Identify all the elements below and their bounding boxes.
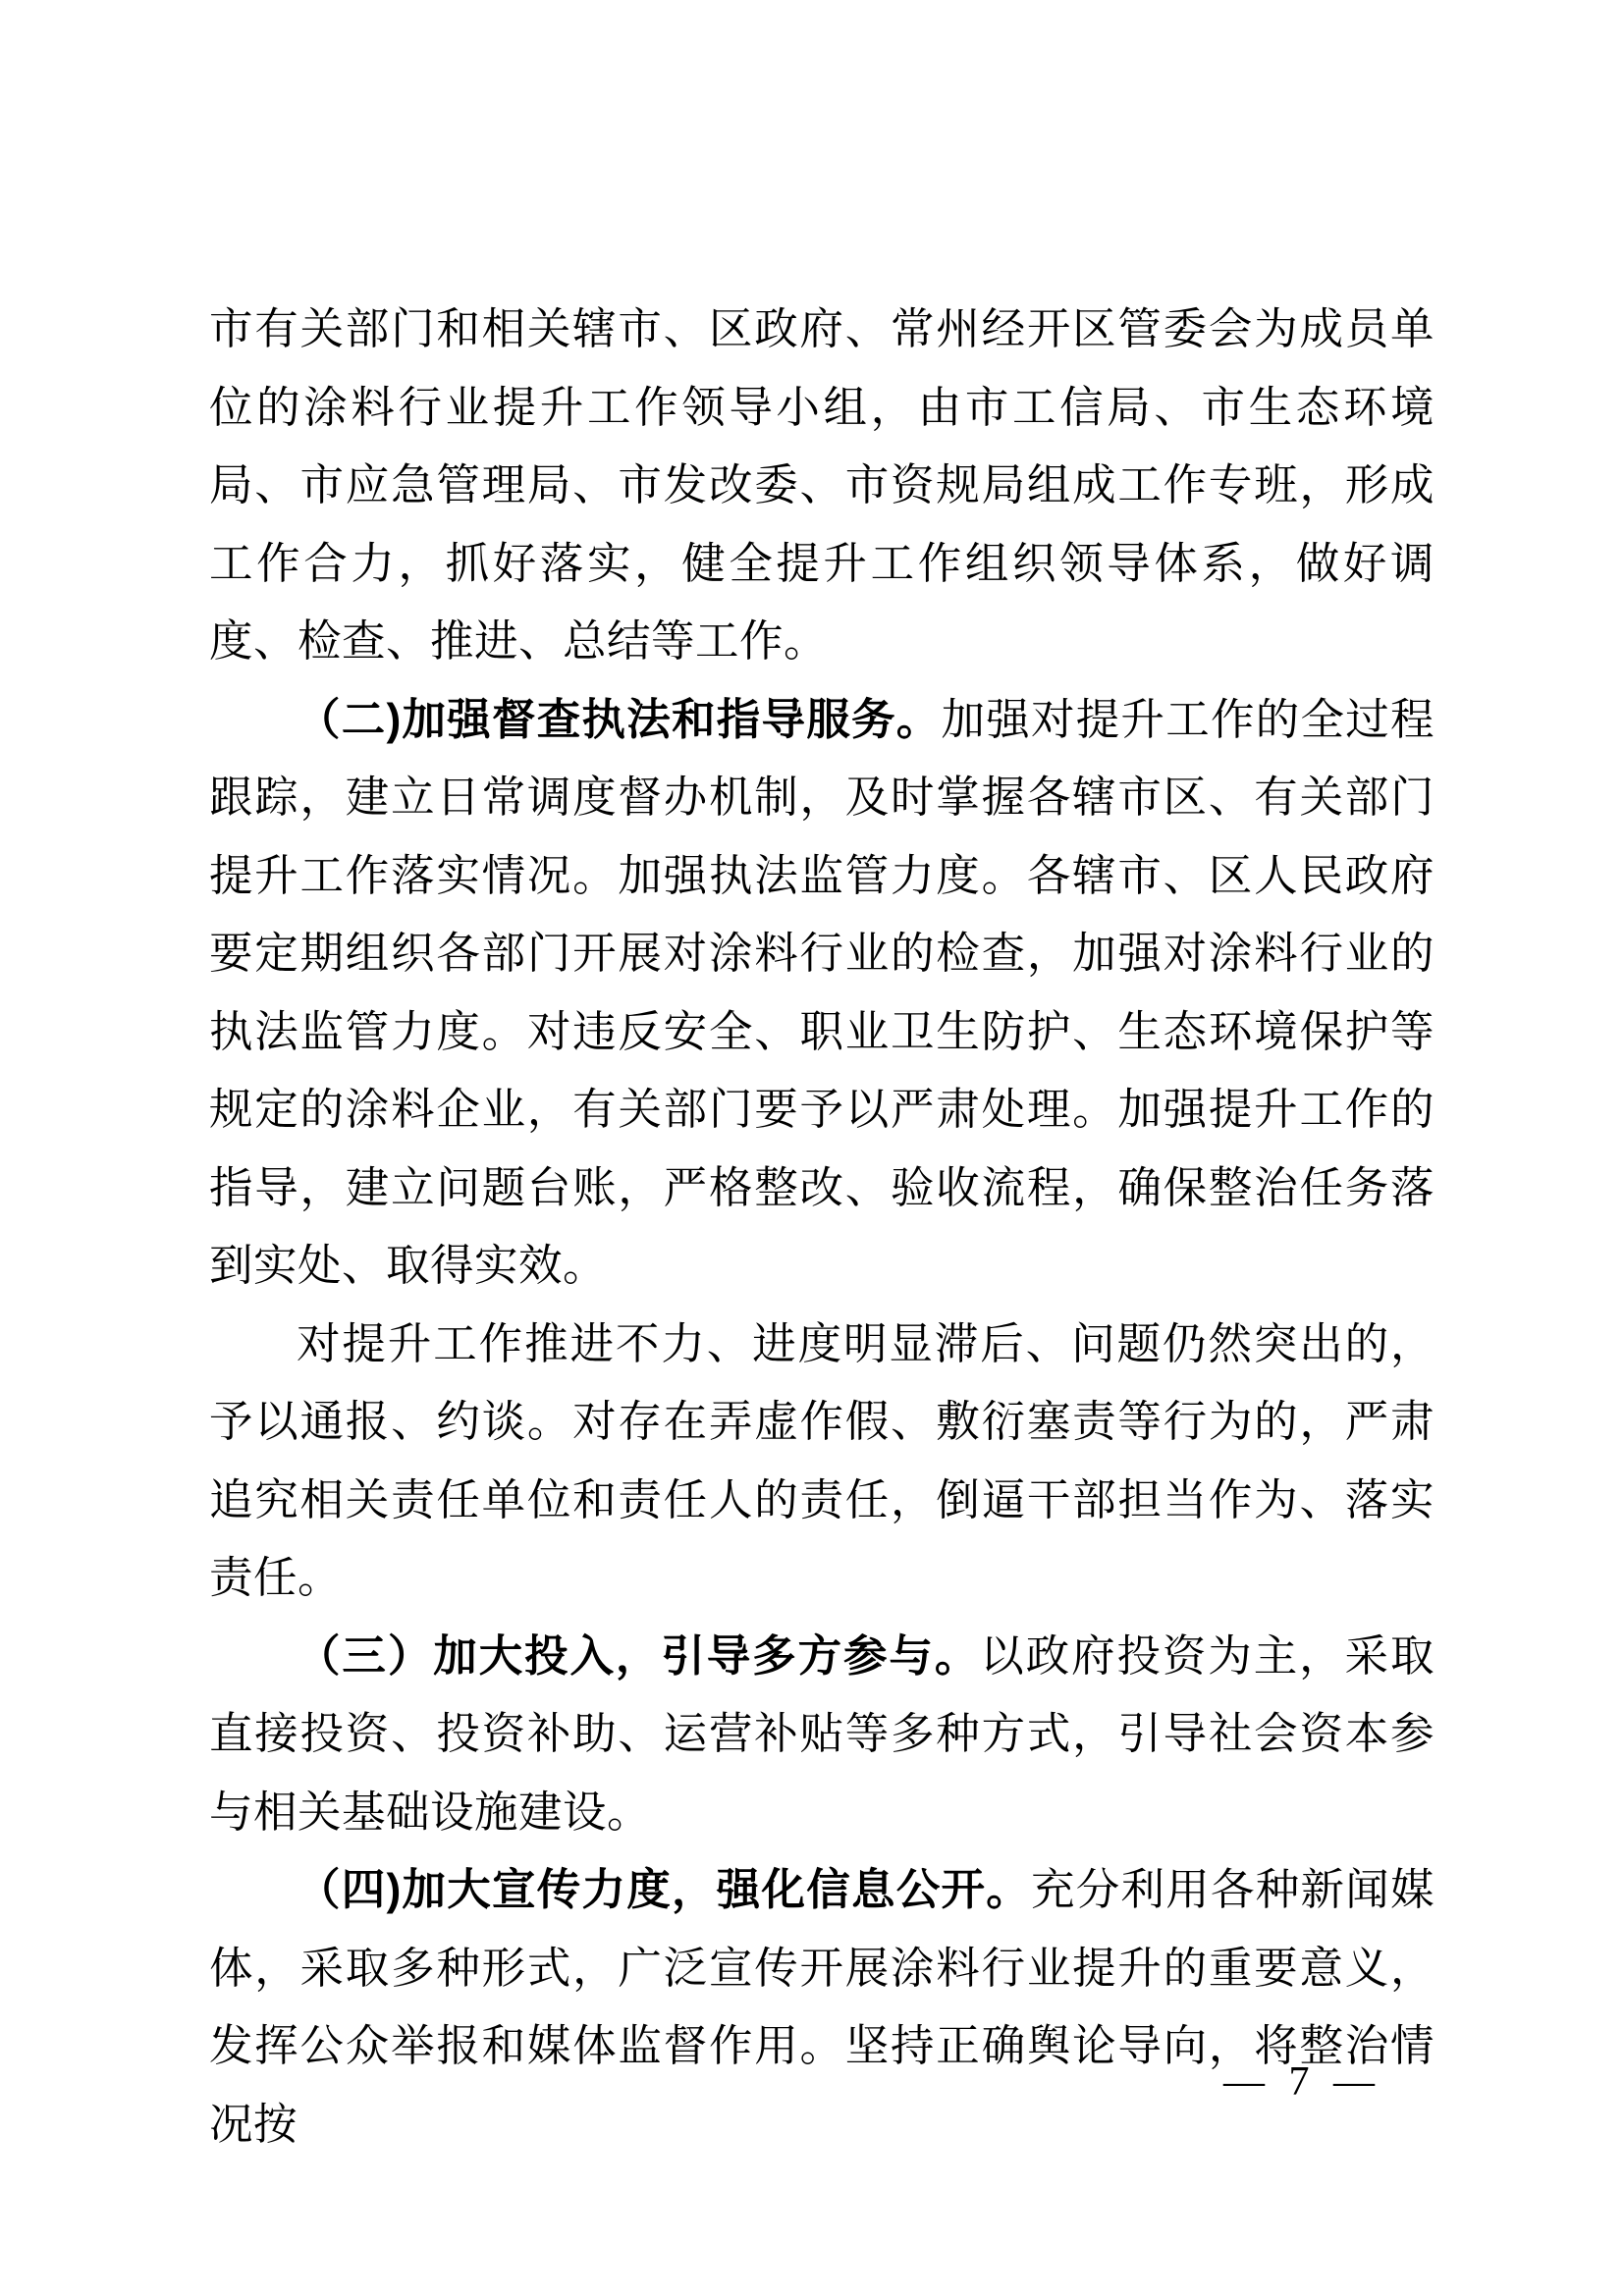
paragraph-text: 对提升工作推进不力、进度明显滞后、问题仍然突出的，予以通报、约谈。对存在弄虚作假、敷衍塞责等行为的，严肃追究相关责任单位和责任人的责任，倒逼干部担当作为、落实责任。 [209, 1318, 1435, 1602]
paragraph-accountability [209, 1306, 1435, 1618]
paragraph-text: 充分利用各种新闻媒体，采取多种形式，广泛宣传开展涂料行业提升的重要意义，发挥公众举报和媒体监督作用。坚持正确舆论导向，将整治情况按 [209, 1865, 1435, 2149]
paragraph-continuation [209, 291, 1435, 681]
section-3-heading: （三）加大投入，引导多方参与。 [297, 1631, 981, 1681]
paragraph-section-4 [209, 1851, 1435, 2163]
section-4-heading: （四)加大宣传力度，强化信息公开。 [297, 1866, 1032, 1914]
page-number: — 7 — [1223, 2059, 1378, 2105]
paragraph-text: 市有关部门和相关辖市、区政府、常州经开区管委会为成员单位的涂料行业提升工作领导小组，由市工信局、市生态环境局、市应急管理局、市发改委、市资规局组成工作专班，形成工作合力，抓好落实，健全提升工作组织领导体系，做好调度、检查、推进、总结等工作。 [209, 304, 1435, 666]
paragraph-section-2 [209, 681, 1435, 1306]
section-2-heading: （二)加强督查执法和指导服务。 [297, 695, 942, 744]
paragraph-section-3 [209, 1618, 1435, 1852]
document-body [209, 291, 1435, 2163]
paragraph-text: 以政府投资为主，采取直接投资、投资补助、运营补贴等多种方式，引导社会资本参与相关基础设施建设。 [209, 1630, 1435, 1837]
paragraph-text: 加强对提升工作的全过程跟踪，建立日常调度督办机制，及时掌握各辖市区、有关部门提升工作落实情况。加强执法监管力度。各辖市、区人民政府要定期组织各部门开展对涂料行业的检查，加强对涂料行业的执法监管力度。对违反安全、职业卫生防护、生态环境保护等规定的涂料企业，有关部门要予以严肃处理。加强提升工作的指导，建立问题台账，严格整改、验收流程，确保整治任务落到实处、取得实效。 [209, 694, 1435, 1290]
